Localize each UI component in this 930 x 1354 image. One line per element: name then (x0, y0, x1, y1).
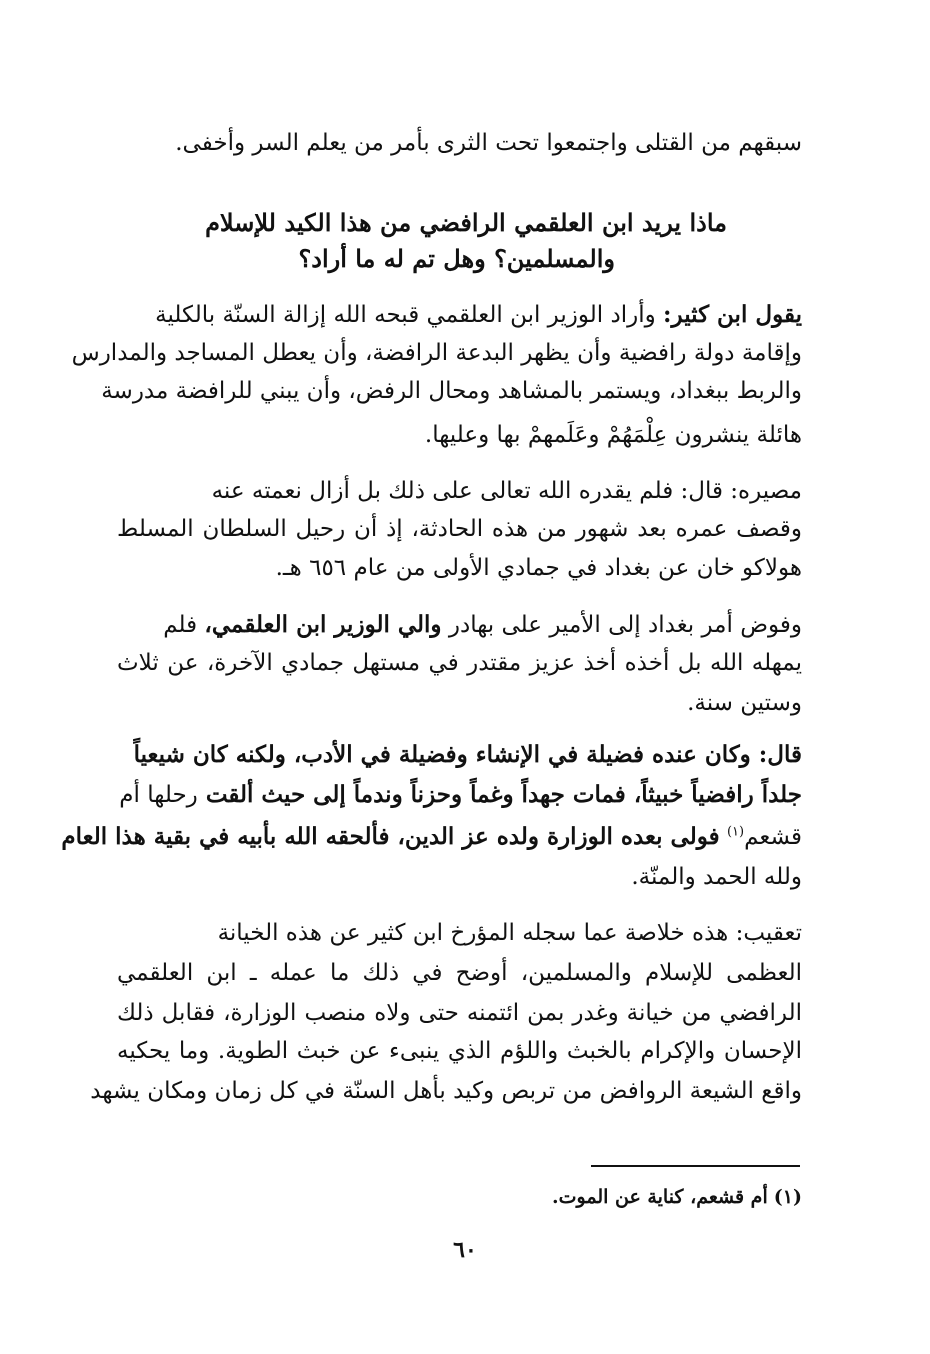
footnote-number: (١) (773, 1186, 802, 1208)
paragraph-4-text-e: رحلها أم (119, 782, 198, 808)
section-heading-line-1: ماذا يريد ابن العلقمي الرافضي من هذا الكيد للإسلام (205, 208, 727, 237)
paragraph-1-line-4: هائلة ينشرون عِلْمَهُمْ وعَلَمهمْ بها وعليها. (424, 422, 802, 448)
paragraph-4-line-2 (117, 780, 802, 810)
continuation-line: سبقهم من القتلى واجتمعوا تحت الثرى بأمر من يعلم السر وأخفى. (175, 130, 802, 156)
paragraph-2-line-1 (117, 476, 802, 506)
paragraph-1-line-3: والربط ببغداد، ويستمر بالمشاهد ومحال الرفض، وأن يبني للرافضة مدرسة (101, 378, 802, 404)
paragraph-1-lead: يقول ابن كثير: (663, 301, 802, 328)
paragraph-1-line-2: وإقامة دولة رافضية وأن يظهر البدعة الرافضة، وأن يعطل المساجد والمدارس (71, 340, 802, 366)
paragraph-1-line-1 (117, 300, 802, 330)
paragraph-4-text-f: قشعم (744, 824, 802, 850)
paragraph-3-text-a: وفوض أمر بغداد إلى الأمير على بهادر (448, 612, 802, 638)
paragraph-2-lead: مصيره: قال: (680, 478, 802, 504)
section-heading-line-2: والمسلمين؟ وهل تم له ما أراد؟ (298, 244, 615, 273)
paragraph-2-line-2: وقصف عمره بعد شهور من هذه الحادثة، إذ أن رحيل السلطان المسلط (117, 516, 802, 542)
paragraph-3-line-1 (117, 610, 802, 640)
paragraph-5-line-5: واقع الشيعة الروافض من تربص وكيد بأهل السنّة في كل زمان ومكان يشهد (90, 1078, 802, 1104)
paragraph-4-line-4: ولله الحمد والمنّة. (631, 864, 802, 890)
paragraph-2-text: فلم يقدره الله تعالى على ذلك بل أزال نعمته عنه (211, 478, 674, 504)
footnote-ref-mark: (١) (726, 824, 745, 840)
paragraph-3-line-2: يمهله الله بل أخذه أخذ عزيز مقتدر في مستهل جمادي الآخرة، عن ثلاث (117, 650, 802, 676)
paragraph-5-lead: تعقيب: (735, 920, 802, 946)
paragraph-4-text-g: فولى بعده الوزارة ولده عز الدين، فألحقه الله بأبيه في بقية هذا العام (61, 823, 720, 850)
paragraph-4-line-3 (61, 822, 802, 852)
paragraph-5-line-3: الرافضي من خيانة وغدر بمن ائتمنه حتى ولاه منصب الوزارة، فقابل ذلك (117, 1000, 802, 1026)
paragraph-3-text-c: فلم (163, 612, 198, 638)
footnote (552, 1184, 802, 1210)
paragraph-4-line-1 (117, 740, 802, 770)
footnote-rule (591, 1165, 800, 1167)
footnote-text: أم قشعم، كناية عن الموت. (552, 1186, 768, 1208)
page-number: ٦٠ (453, 1237, 477, 1263)
paragraph-5-line-1 (117, 918, 802, 948)
paragraph-3-text-b: والي الوزير ابن العلقمي، (204, 611, 442, 638)
paragraph-3-line-3: وستين سنة. (687, 690, 802, 716)
paragraph-2-line-3: هولاكو خان عن بغداد في جمادي الأولى من عام ٦٥٦ هـ. (275, 555, 802, 581)
paragraph-4-text-c: جلداً رافضياً خبيثاً، (633, 781, 802, 808)
paragraph-4-text-d: فمات جهداً وغماً وحزناً وندماً إلى حيث ألقت (205, 781, 626, 808)
paragraph-4-text-b: كان شيعياً (133, 741, 228, 768)
paragraph-4-text-a: قال: وكان عنده فضيلة في الإنشاء وفضيلة في الأدب، ولكنه (235, 741, 802, 768)
paragraph-1-text: وأراد الوزير ابن العلقمي قبحه الله إزالة السنّة بالكلية (155, 302, 656, 328)
paragraph-5-line-2: العظمى للإسلام والمسلمين، أوضح في ذلك ما عمله ـ ابن العلقمي (117, 960, 802, 986)
paragraph-5-text: هذه خلاصة عما سجله المؤرخ ابن كثير عن هذه الخيانة (217, 920, 729, 946)
paragraph-5-line-4: الإحسان والإكرام بالخبث واللؤم الذي ينبىء عن خبث الطوية. وما يحكيه (117, 1038, 802, 1064)
